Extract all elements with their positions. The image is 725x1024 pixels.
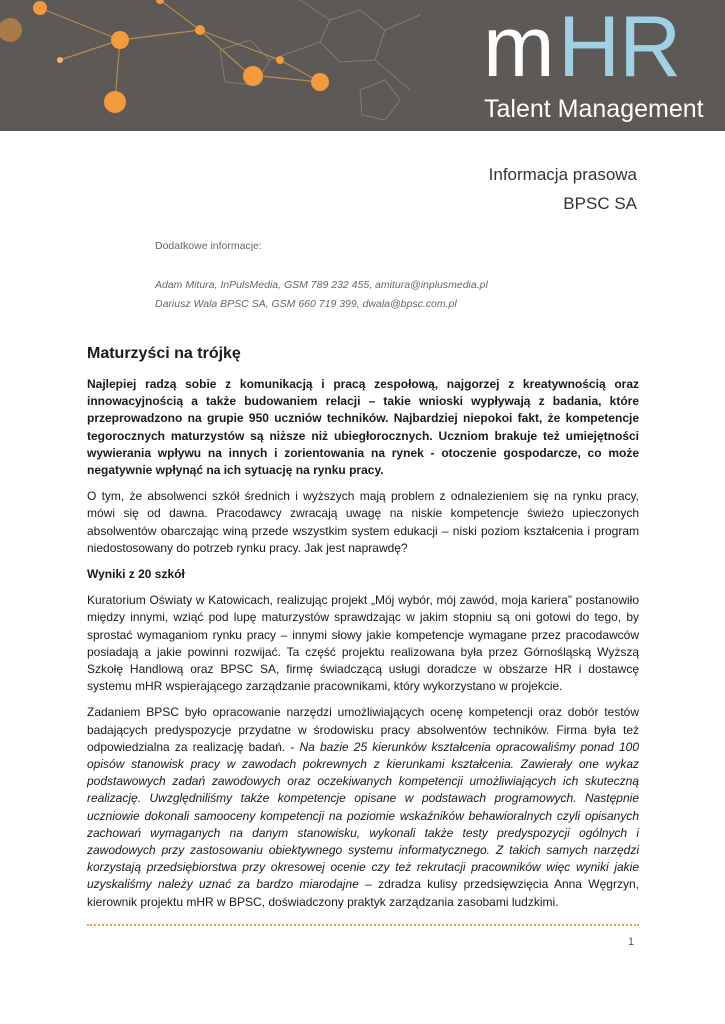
paragraph-1: O tym, że absolwenci szkół średnich i wyższych mają problem z odnalezieniem się na rynku pracy, mówi się od dawna. Pracodawcy zwracają uwagę na niskie kompetencje świeżo upieczonych absolwentów obarczając winą przede wszystkim system edukacji – niski poziom kształcenia i program niedostosowany do potrzeb rynku pracy. Jak jest naprawdę? [87, 489, 639, 555]
paragraph-3-start: Zadaniem BPSC było opracowanie narzędzi umożliwiających ocenę kompetencji oraz dobór testów badających predyspozycje przydatne w środowisku pracy absolwentów techników. Firma była też odpowiedzialna za realizację badań. - [87, 705, 639, 754]
header-banner [0, 0, 725, 131]
article-title: Maturzyści na trójkę [87, 345, 241, 362]
paragraph-3-end: – zdradza kulisy przedsięwzięcia Anna Węgrzyn, kierownik projektu mHR w BPSC, doświadczony praktyk zarządzania zasobami ludzkimi. [87, 877, 639, 909]
article-lead: Najlepiej radzą sobie z komunikacją i pracą zespołową, najgorzej z kreatywnością oraz innowacyjnością a także budowaniem relacji – takie wnioski wypływają z badania, które przeprowadzono na grupie 950 uczniów techników. Najbardziej niepokoi fakt, że kompetencje tegorocznych maturzystów są niższe niż ubiegłorocznych. Uczniom brakuje też umiejętności wywierania wpływu na innych i zorientowania na rynek - otoczenie gospodarcze, co może negatywnie wpłynąć na ich sytuację na rynku pracy. [87, 377, 639, 478]
contact-1: Adam Mitura, InPulsMedia, GSM 789 232 455, amitura@inplusmedia.pl [155, 279, 488, 291]
logo-hr: HR [558, 0, 681, 95]
company-name: BPSC SA [563, 194, 637, 213]
paragraph-2: Kuratorium Oświaty w Katowicach, realizując projekt „Mój wybór, mój zawód, moja kariera” postanowiło między innymi, wziąć pod lupę maturzystów sprawdzając w jakim stopniu są oni gotowi do tego, by sprostać wymaganiom rynku pracy – innymi słowy jakie kompetencje wymagane przez pracodawców posiadają a jakie powinni rozwijać. Ta część projektu realizowana była przez Górnośląską Wyższą Szkołę Handlową oraz BPSC SA, firmę świadczącą usługi doradcze w obszarze HR i dostawcę systemu mHR wspierającego zarządzanie pracownikami, który wykorzystano w projekcie. [87, 593, 639, 694]
logo-m: m [483, 0, 554, 95]
footer-divider [87, 924, 639, 926]
page-number: 1 [628, 936, 635, 948]
section-heading: Wyniki z 20 szkół [87, 567, 185, 582]
additional-info [155, 240, 635, 314]
press-info [489, 160, 637, 218]
paragraph-3 [87, 704, 639, 910]
press-release-label: Informacja prasowa [488, 165, 637, 184]
additional-info-label: Dodatkowe informacje: [155, 240, 262, 252]
article [87, 344, 639, 920]
network-decoration-icon [0, 0, 470, 131]
paragraph-3-quote: Na bazie 25 kierunków kształcenia opracowaliśmy ponad 100 opisów stanowisk pracy w zawodach pokrewnych z kierunkami kształcenia. Zawierały one wykaz podstawowych zadań zawodowych oraz oczekiwanych kompetencji umożliwiających ich skuteczną realizację. Uwzględniliśmy także kompetencje opisane w podstawach programowych. Następnie uczniowie dokonali samooceny kompetencji na poziomie wskaźników behawioralnych czyli opisanych zachowań wymaganych na danym stanowisku, wykonali także testy predyspozycji ogólnych i zawodowych przy zastosowaniu obiektywnego systemu informatycznego. Z takich samych narzędzi korzystają przedsiębiorstwa przy okresowej ocenie czy też rekrutacji pracowników więc wyniki jakie uzyskaliśmy należy uznać za bardzo miarodajne [87, 739, 639, 892]
contact-2: Dariusz Wala BPSC SA, GSM 660 719 399, dwala@bpsc.com.pl [155, 298, 457, 310]
logo-subtitle: Talent Management [484, 95, 704, 123]
